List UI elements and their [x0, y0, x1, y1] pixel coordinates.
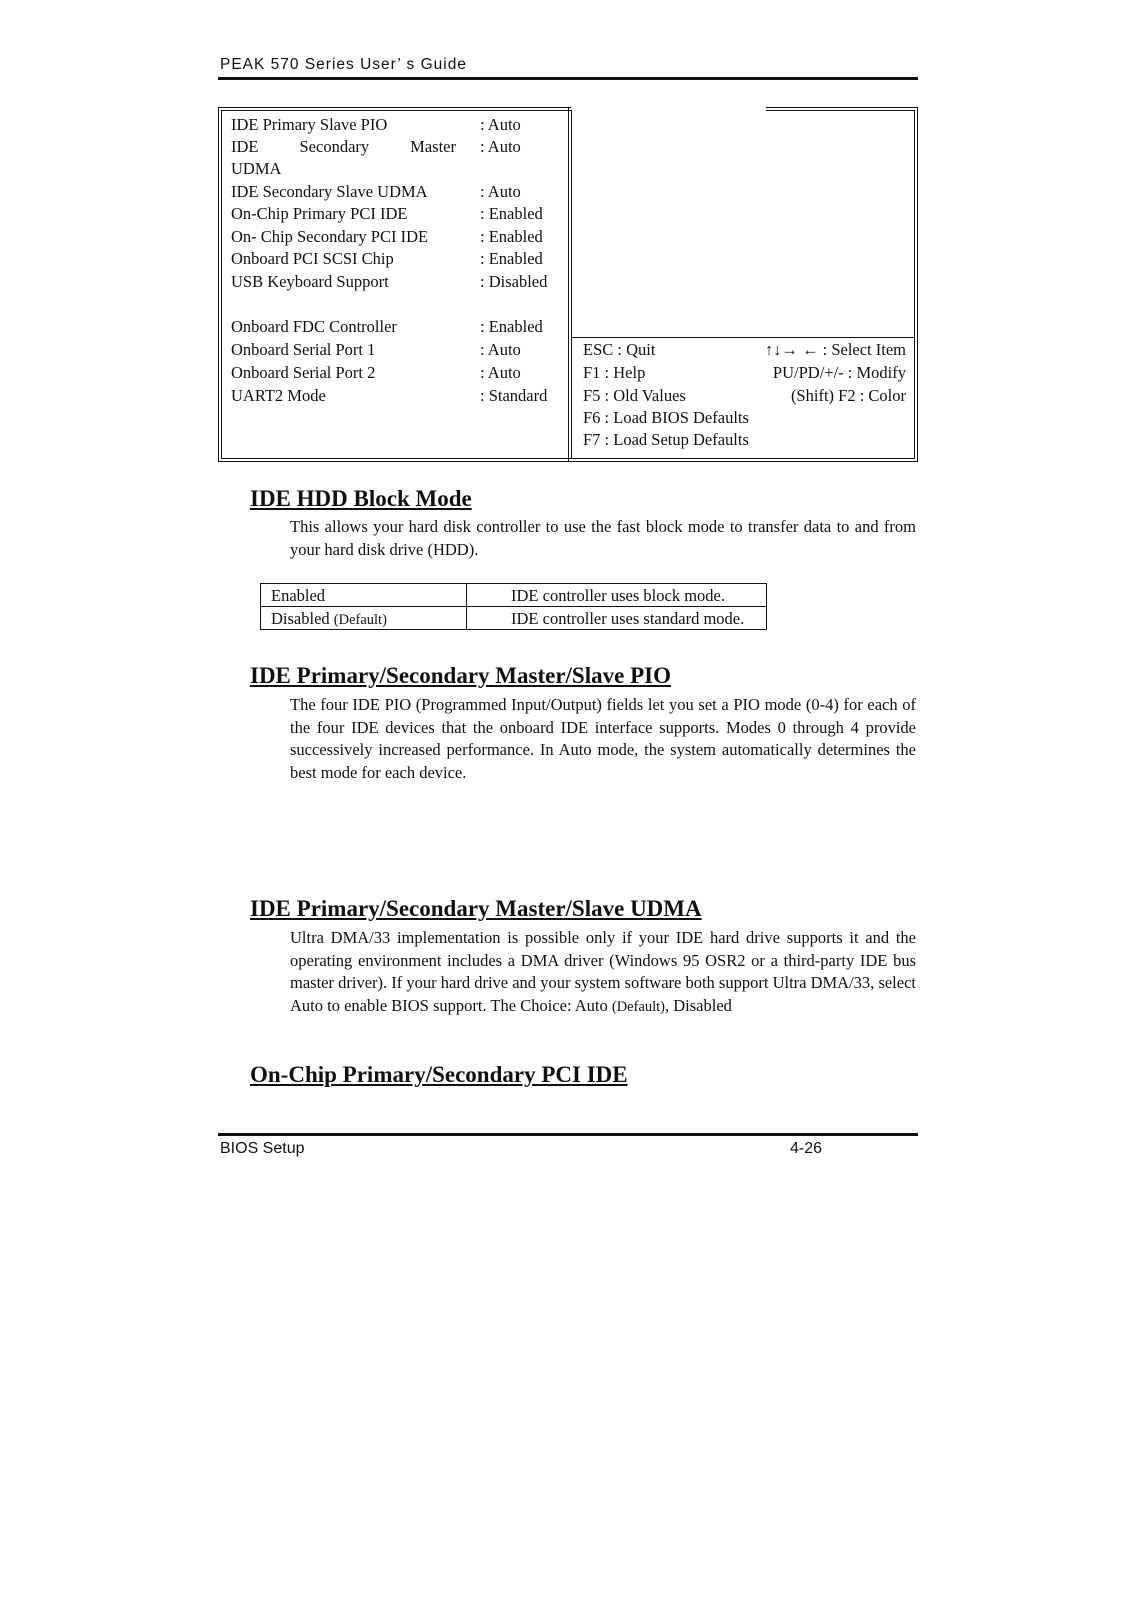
bios-settings-box: [218, 107, 918, 462]
divider-line: [571, 110, 572, 459]
border-line: [917, 107, 918, 462]
setting-value: : Enabled: [480, 204, 543, 223]
option-name-text: Enabled: [271, 585, 326, 605]
setting-label-word: IDE: [231, 137, 259, 156]
key-help-item: (Shift) F2 : Color: [790, 386, 906, 405]
key-help-item: F1 : Help: [583, 363, 646, 382]
setting-label-continued: UDMA: [231, 159, 282, 178]
setting-label: [231, 137, 456, 157]
default-marker: (Default): [611, 998, 666, 1015]
setting-value: : Enabled: [480, 317, 543, 336]
border-line: [914, 110, 915, 459]
section-heading: On-Chip Primary/Secondary PCI IDE: [250, 1062, 628, 1087]
setting-label: Onboard Serial Port 2: [231, 363, 376, 382]
page-number: 4-26: [790, 1140, 823, 1157]
border-line: [218, 107, 219, 462]
table-row: [261, 584, 767, 607]
paragraph-text: Ultra DMA/33 implementation is possible only if your IDE hard drive supports it and the operating environment includes a DMA driver (Windows 95 OSR2 or a third-party IDE bus master driver). If your hard drive and your system software both support Ultra DMA/33, select Auto to enable BIOS support. The Choice: Auto: [290, 928, 916, 1015]
divider-line: [571, 337, 915, 338]
section-heading: IDE Primary/Secondary Master/Slave PIO: [250, 663, 671, 688]
border-line: [221, 110, 571, 111]
setting-label: Onboard PCI SCSI Chip: [231, 249, 394, 268]
border-line: [221, 110, 222, 459]
setting-label: IDE Secondary Slave UDMA: [231, 182, 428, 201]
key-help-item: F6 : Load BIOS Defaults: [583, 408, 749, 427]
setting-value: : Auto: [480, 137, 521, 156]
setting-value: : Auto: [480, 182, 521, 201]
border-line: [766, 107, 918, 108]
setting-label: IDE Primary Slave PIO: [231, 115, 388, 134]
divider-line: [568, 107, 569, 462]
footer-rule: [218, 1133, 918, 1136]
setting-value: : Auto: [480, 340, 521, 359]
paragraph-text: , Disabled: [665, 995, 732, 1015]
table-row: [261, 607, 767, 630]
setting-label: Onboard FDC Controller: [231, 317, 397, 336]
border-line: [766, 110, 915, 111]
footer-section: BIOS Setup: [220, 1140, 305, 1157]
option-name: [261, 607, 467, 630]
option-name-text: Disabled: [271, 608, 330, 628]
setting-value: : Auto: [480, 363, 521, 382]
default-marker: (Default): [333, 611, 387, 628]
section-heading: IDE Primary/Secondary Master/Slave UDMA: [250, 896, 702, 921]
running-header: PEAK 570 Series User’ s Guide: [220, 56, 467, 73]
setting-value: : Enabled: [480, 227, 543, 246]
setting-label: On-Chip Primary PCI IDE: [231, 204, 408, 223]
border-line: [218, 107, 571, 108]
key-help-item: F5 : Old Values: [583, 386, 686, 405]
setting-label: On- Chip Secondary PCI IDE: [231, 227, 429, 246]
option-name: [261, 584, 467, 607]
setting-label: USB Keyboard Support: [231, 272, 389, 291]
setting-value: : Auto: [480, 115, 521, 134]
setting-value: : Disabled: [480, 272, 548, 291]
key-help-item: F7 : Load Setup Defaults: [583, 430, 749, 449]
options-table: [260, 583, 767, 630]
section-paragraph: The four IDE PIO (Programmed Input/Output) fields let you set a PIO mode (0-4) for each of the four IDE devices that the onboard IDE interface supports. Modes 0 through 4 provide successively increased performance. In Auto mode, the system automatically determines the best mode for each device.: [290, 695, 916, 782]
section-paragraph: This allows your hard disk controller to use the fast block mode to transfer data to and from your hard disk drive (HDD).: [290, 517, 916, 559]
setting-label-word: Secondary: [299, 137, 370, 156]
setting-label: UART2 Mode: [231, 386, 326, 405]
key-help-item: ↑↓→ ← : Select Item: [764, 340, 906, 359]
section-heading: IDE HDD Block Mode: [250, 486, 472, 511]
setting-label-word: Master: [410, 137, 456, 156]
option-description: IDE controller uses block mode.: [467, 584, 767, 607]
key-help-item: PU/PD/+/- : Modify: [772, 363, 906, 382]
setting-value: : Enabled: [480, 249, 543, 268]
setting-label: Onboard Serial Port 1: [231, 340, 376, 359]
option-description: IDE controller uses standard mode.: [467, 607, 767, 630]
header-rule: [218, 77, 918, 80]
key-help-item: ESC : Quit: [583, 340, 656, 359]
setting-value: : Standard: [480, 386, 548, 405]
section-paragraph: [290, 927, 916, 1018]
